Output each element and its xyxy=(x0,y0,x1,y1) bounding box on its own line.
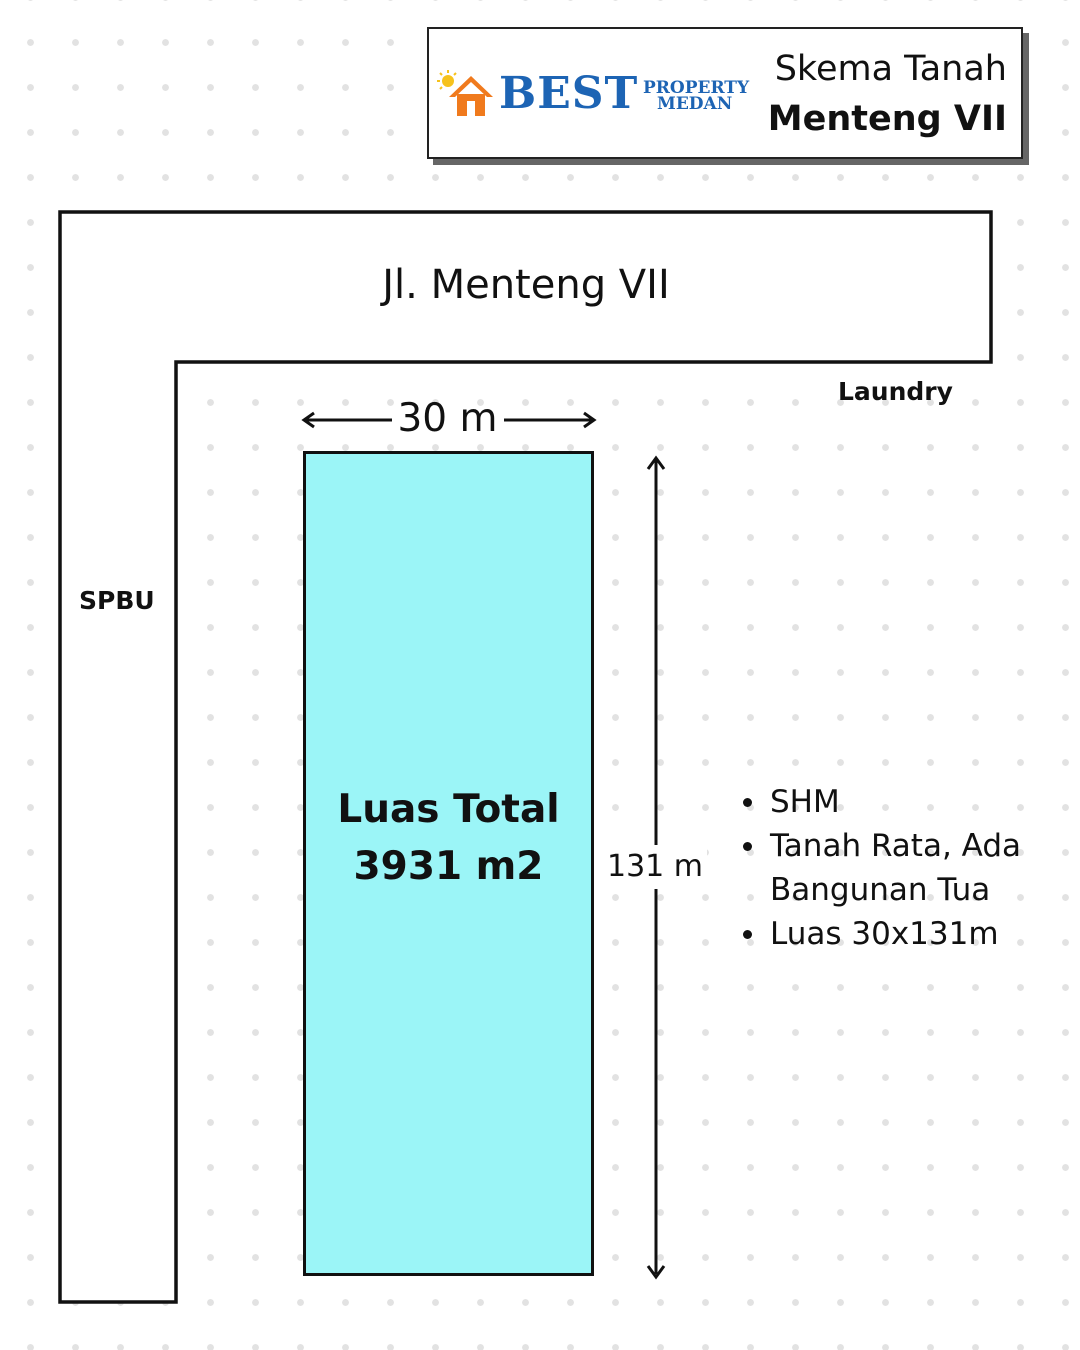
header-title: Skema Tanah xyxy=(774,49,1007,89)
road-label: Jl. Menteng VII xyxy=(382,262,670,308)
plot-area-value: 3931 m2 xyxy=(353,844,544,889)
header-subtitle: Menteng VII xyxy=(767,99,1007,139)
logo-medan-text: MEDAN xyxy=(657,94,733,114)
logo-brand-text: BEST xyxy=(499,68,639,119)
land-plot xyxy=(303,451,594,1276)
height-label: 131 m xyxy=(603,845,707,889)
logo-property-text: PROPERTY xyxy=(643,78,750,98)
spbu-label: SPBU xyxy=(79,586,155,615)
feature-item: Tanah Rata, Ada Bangunan Tua xyxy=(740,824,1040,912)
laundry-label: Laundry xyxy=(838,377,953,406)
width-label: 30 m xyxy=(397,396,498,441)
feature-item: SHM xyxy=(740,780,1040,824)
feature-item: Luas 30x131m xyxy=(740,912,1040,956)
plot-title: Luas Total xyxy=(337,787,560,832)
features-list xyxy=(740,780,1040,956)
